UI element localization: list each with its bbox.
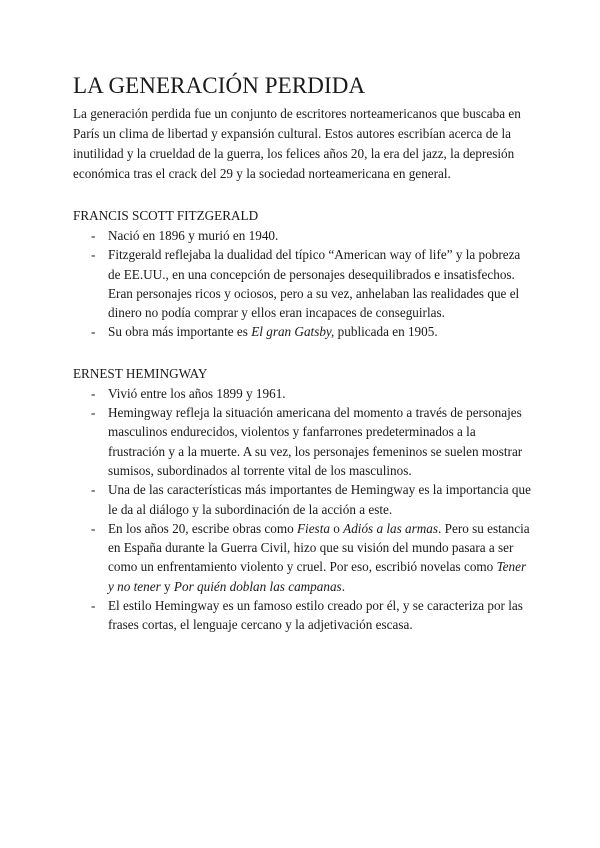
work-title: El gran Gatsby, [251, 324, 335, 340]
bullet-text: . [341, 578, 345, 594]
bullet-dash: - [91, 598, 96, 614]
list-item [91, 322, 533, 341]
bullet-text: Su obra más importante es [108, 324, 252, 340]
hemingway-bullet-list [73, 384, 533, 635]
section-fitzgerald [73, 206, 533, 342]
bullet-text: . Pero su estancia en España durante la Guerra Civil, hizo que su visión del mundo pasara a ser como un enfrentamiento violento y cruel. Por eso, escribió novelas como [108, 520, 530, 575]
bullet-text: Fitzgerald reflejaba la dualidad del típico “American way of life” y la pobreza de EE.UU., en una concepción de personajes desequilibrados e insatisfechos. Eran personajes ricos y ociosos, pero a su vez, anhelaban las realidades que el dinero no podía comprar y ellos eran incapaces de conseguirlas. [108, 247, 521, 321]
bullet-text: Vivió entre los años 1899 y 1961. [108, 385, 286, 401]
bullet-text: publicada en 1905. [334, 324, 438, 340]
bullet-dash: - [91, 228, 96, 243]
bullet-text: Nació en 1896 y murió en 1940. [108, 228, 279, 243]
work-title: Fiesta [296, 520, 330, 536]
bullet-text: En los años 20, escribe obras como [108, 520, 297, 536]
bullet-text: El estilo Hemingway es un famoso estilo creado por él, y se caracteriza por las frases cortas, el lenguaje cercano y la adjetivación escasa. [108, 598, 523, 633]
section-hemingway [73, 364, 533, 635]
list-item [91, 596, 533, 635]
list-item [91, 403, 533, 480]
bullet-dash: - [91, 385, 96, 401]
fitzgerald-bullet-list [73, 226, 533, 342]
list-item [91, 480, 533, 519]
bullet-dash: - [91, 247, 96, 263]
bullet-text: y [160, 578, 174, 594]
bullet-text: Hemingway refleja la situación americana del momento a través de personajes masculinos endurecidos, violentos y fanfarrones predeterminados a la frustración y a la muerte. A su vez, los personajes femeninos se suelen mostrar sumisos, subordinados al torrente vital de los masculinos. [108, 405, 523, 478]
list-item [91, 245, 533, 322]
list-item [91, 519, 533, 596]
work-title: Por quién doblan las campanas [173, 578, 342, 594]
document-page [73, 72, 533, 635]
intro-paragraph: La generación perdida fue un conjunto de escritores norteamericanos que buscaba en París un clima de libertad y expansión cultural. Estos autores escribían acerca de la inutilidad y la crueldad de la guerra, los felices años 20, la era del jazz, la depresión económica tras el crack del 29 y la sociedad norteamericana en general. [73, 106, 521, 181]
bullet-dash: - [91, 482, 96, 498]
work-title: Tener y no tener [108, 559, 527, 594]
section-heading-fitzgerald: FRANCIS SCOTT FITZGERALD [73, 208, 259, 223]
bullet-text: Una de las características más importantes de Hemingway es la importancia que le da al diálogo y la subordinación de la acción a este. [108, 482, 531, 517]
bullet-text: o [329, 520, 344, 536]
work-title: Adiós a las armas [343, 520, 439, 536]
section-heading-hemingway: ERNEST HEMINGWAY [73, 365, 208, 381]
bullet-dash: - [91, 405, 96, 421]
list-item [91, 384, 533, 403]
list-item [91, 226, 533, 245]
page-title: LA GENERACIÓN PERDIDA [73, 73, 366, 98]
bullet-dash: - [91, 520, 96, 536]
bullet-dash: - [91, 324, 96, 340]
